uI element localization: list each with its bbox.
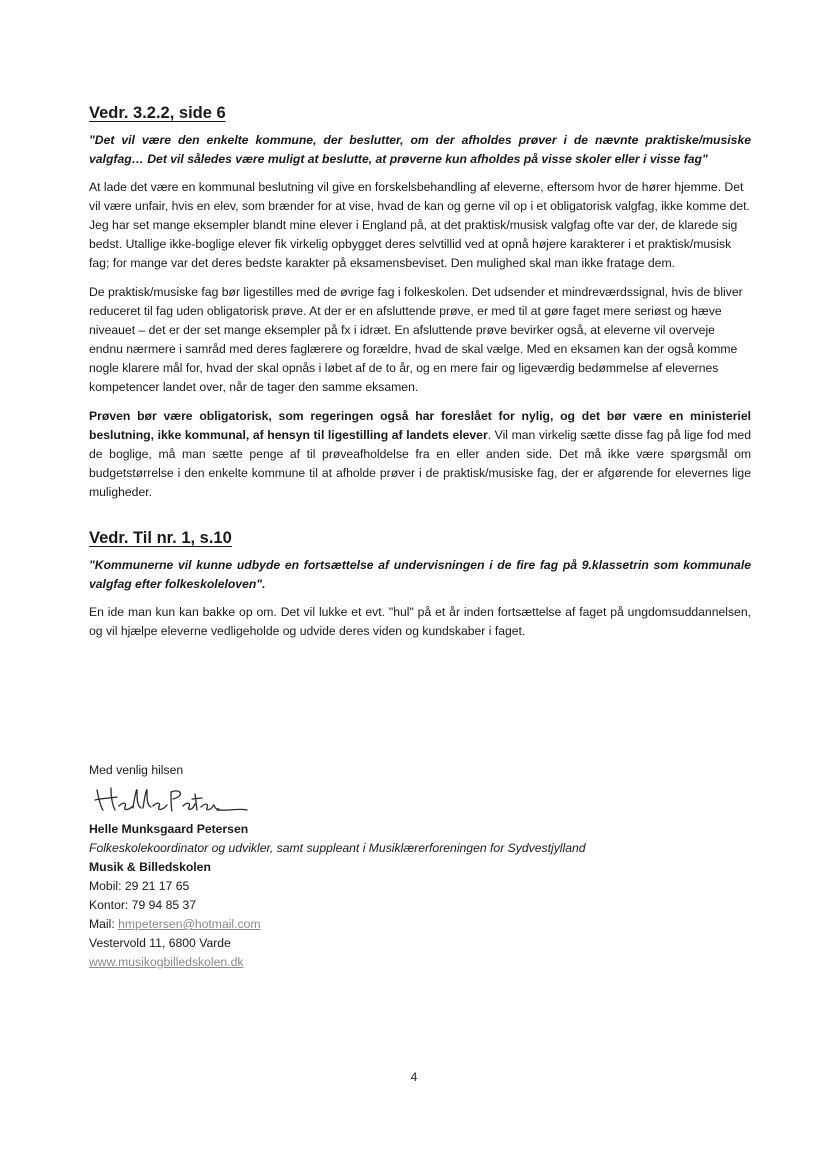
section-heading: Vedr. Til nr. 1, s.10 — [89, 529, 232, 547]
paragraph: En ide man kun kan bakke op om. Det vil lukke et evt. "hul" på et år inden fortsættelse af faget på ungdomsuddannelsen, og vil hjælpe eleverne vedligeholde og udvide deres viden og kundskaber i faget. — [89, 605, 751, 638]
quoted-text: "Det vil være den enkelte kommune, der beslutter, om der afholdes prøver i de nævnte praktiske/musiske valgfag… Det vil således være muligt at beslutte, at prøverne kun afholdes på visse skoler eller i visse fag" — [89, 133, 751, 166]
sender-title: Folkeskolekoordinator og udvikler, samt suppleant i Musiklærerforeningen for Sydvestjylland — [89, 841, 586, 855]
email-link[interactable]: hmpetersen@hotmail.com — [118, 917, 261, 931]
paragraph — [89, 407, 751, 502]
section-vedr-til-nr-1 — [89, 529, 751, 641]
paragraph: De praktisk/musiske fag bør ligestilles med de øvrige fag i folkeskolen. Det udsender et mindreværdssignal, hvis de bliver reduceret til fag uden obligatorisk prøve. At der er en afsluttende prøve, er med til at gøre faget mere seriøst og hæve niveauet – det er der set mange eksempler på fx i idræt. En afsluttende prøve bevirker også, at eleverne vil overveje endnu nærmere i samråd med deres faglærere og forældre, hvad de skal vælge. Med en eksamen kan der også komme nogle klarere mål for, hvad der skal opnås i løbet af de to år, og en mere fair og ligeværdig bedømmelse af elevernes kompetencer landet over, når de tager den samme eksamen. — [89, 285, 743, 394]
mail-label: Mail: — [89, 917, 119, 931]
emphasized-text: Prøven bør være obligatorisk, som regeringen også har foreslået for nylig, og det bør være en ministeriel beslutning, ikke kommunal, af hensyn til ligestilling af landets elever — [89, 409, 751, 442]
signature-block — [89, 761, 709, 972]
page-number: 4 — [410, 1070, 418, 1084]
postal-address: Vestervold 11, 6800 Varde — [89, 936, 231, 950]
office-number: Kontor: 79 94 85 37 — [89, 898, 197, 912]
section-heading: Vedr. 3.2.2, side 6 — [89, 104, 226, 122]
paragraph-text: . Vil man virkelig sætte disse fag på lige fod med de boglige, må man sætte penge af til prøveafholdelse fra en eller anden side. Det må ikke være spørgsmål om budgetstørrelse i den enkelte kommune til at afholde prøver i de praktisk/musiske fag, der er afgørende for elevernes lige muligheder. — [89, 428, 751, 499]
handwritten-signature — [89, 780, 249, 818]
website-link[interactable]: www.musikogbilledskolen.dk — [89, 955, 244, 969]
closing-greeting: Med venlig hilsen — [89, 763, 184, 777]
document-body — [89, 104, 751, 651]
mobile-number: Mobil: 29 21 17 65 — [89, 879, 190, 893]
sender-name: Helle Munksgaard Petersen — [89, 822, 249, 836]
mail-line — [89, 915, 709, 934]
organization-name: Musik & Billedskolen — [89, 860, 211, 874]
section-vedr-3-2-2 — [89, 104, 751, 502]
quoted-text: "Kommunerne vil kunne udbyde en fortsættelse af undervisningen i de fire fag på 9.klassetrin som kommunale valgfag efter folkeskoleloven". — [89, 558, 751, 591]
paragraph: At lade det være en kommunal beslutning vil give en forskelsbehandling af eleverne, eftersom hvor de hører hjemme. Det vil være unfair, hvis en elev, som brænder for at vise, hvad de kan og gerne vil op i et obligatorisk valgfag, ikke komme det. Jeg har set mange eksempler blandt mine elever i England på, at det praktisk/musisk valgfag ofte var der, de klarede sig bedst. Utallige ikke-boglige elever fik virkelig opbygget deres selvtillid ved at opnå højere karakterer i et praktisk/musisk fag; for mange var det deres bedste karakter på eksamensbeviset. Den mulighed skal man ikke fratage dem. — [89, 180, 750, 270]
